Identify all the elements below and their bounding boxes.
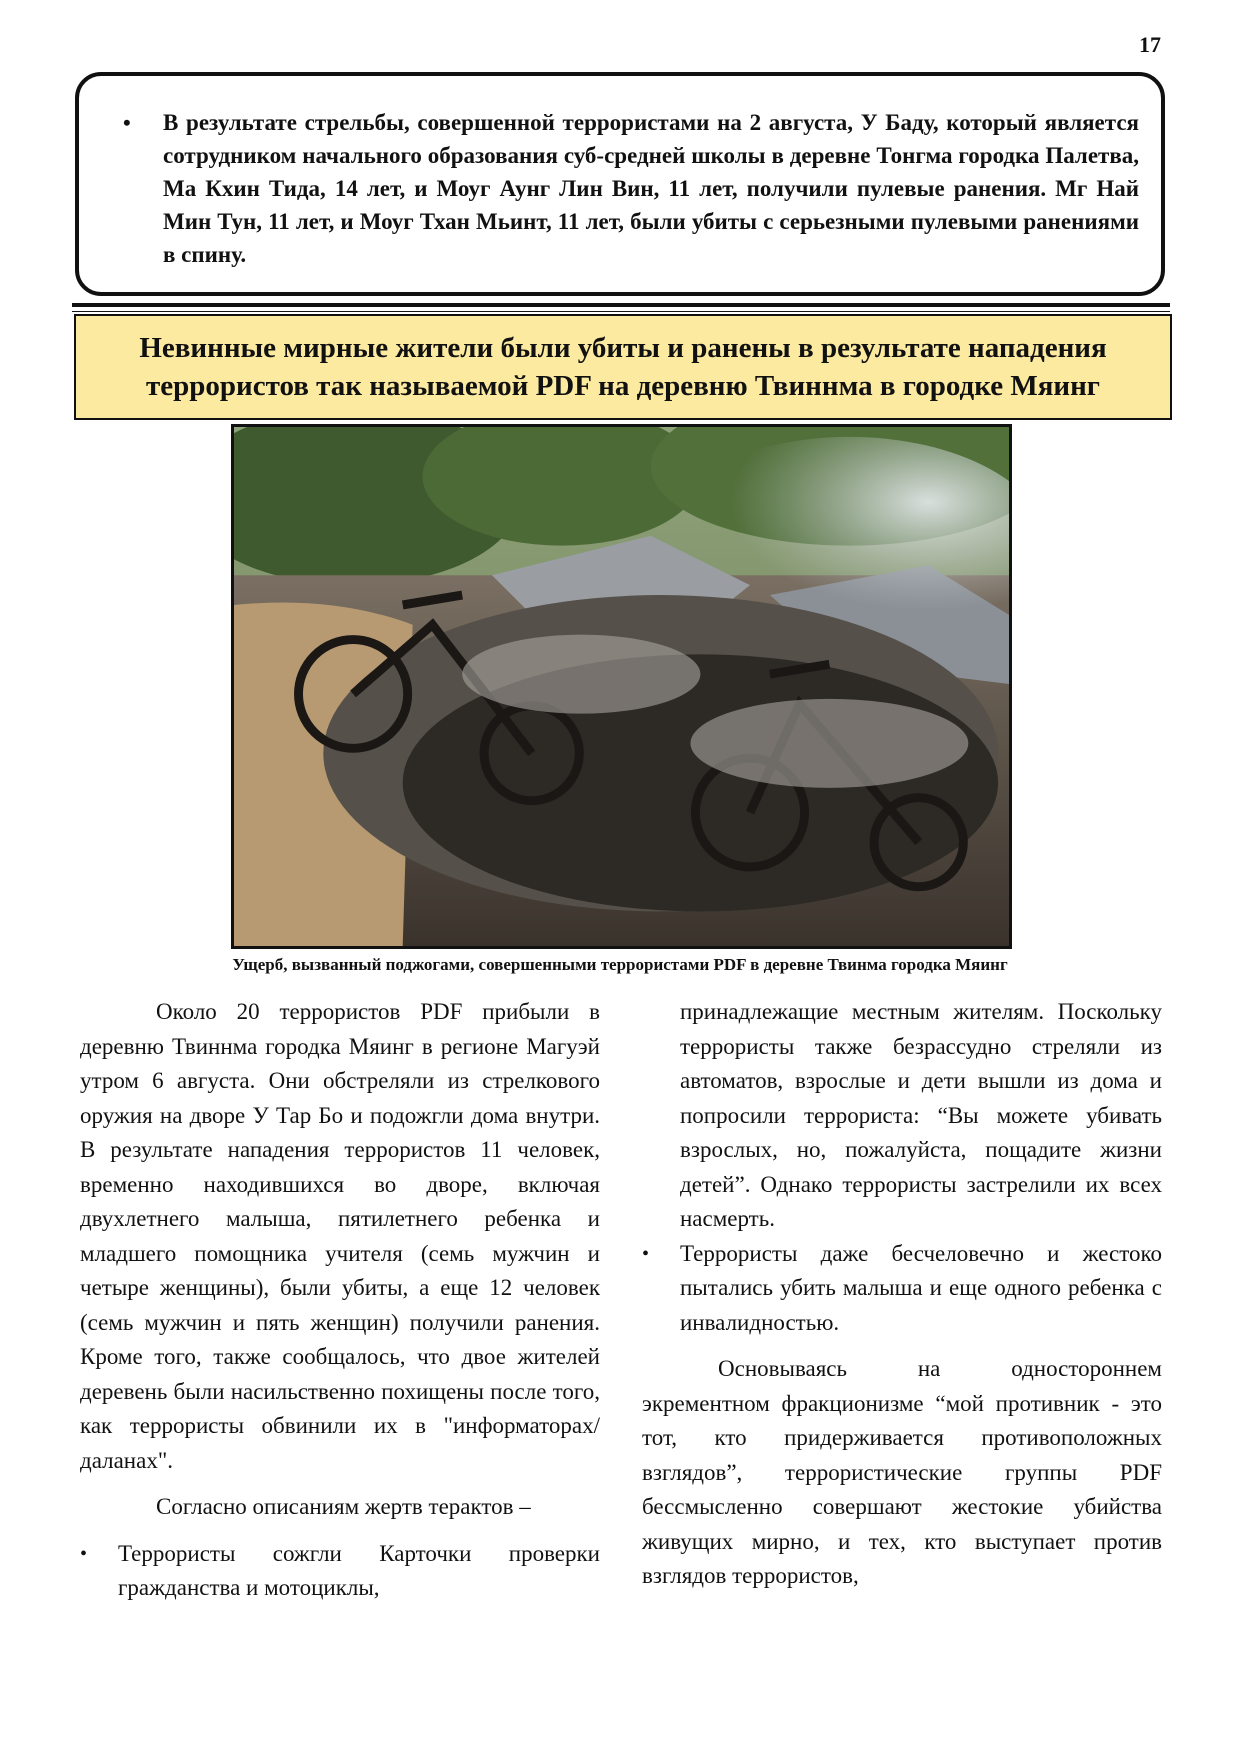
bullet-icon: • [123,110,131,135]
right-column [642,995,1162,1594]
divider-thin [72,311,1170,312]
bulletin-box [75,72,1165,296]
page-number: 17 [1139,32,1161,57]
paragraph: Около 20 террористов PDF прибыли в деревню Твиннма городка Мяинг в регионе Магуэй утром 6 августа. Они обстреляли из стрелкового оружия на дворе У Тар Бо и подожгли дома внутри. В результате нападения террористов 11 человек, временно находившихся во дворе, включая двухлетнего малыша, пятилетнего ребенка и младшего помощника учителя (семь мужчин и четыре женщины), были убиты, а еще 12 человек (семь мужчин и пять женщин) получили ранения. Кроме того, также сообщалось, что двое жителей деревень были насильственно похищены после того, как террористы обвинили их в "информаторах/даланах". [80,999,600,1473]
photo-caption: Ущерб, вызванный поджогами, совершенными террористами PDF в деревне Твинма городка Мяинг [232,955,1008,974]
article-headline: Невинные мирные жители были убиты и ранены в результате нападения террористов так называемой PDF на деревню Твиннма в городке Мяинг [139,332,1107,402]
bulletin-text: В результате стрельбы, совершенной террористами на 2 августа, У Баду, который является сотрудником начального образования суб-средней школы в деревне Тонгма городка Палетва, Ма Кхин Тида, 14 лет, и Моуг Аунг Лин Вин, 11 лет, получили пулевые ранения. Мг Най Мин Тун, 11 лет, и Моуг Тхан Мьинт, 11 лет, были убиты с серьезными пулевыми ранениями в спину. [163,110,1139,267]
bulletin-list [123,106,1139,271]
list-item-text: Террористы даже бесчеловечно и жестоко пытались убить малыша и еще одного ребенка с инвалидностью. [680,1240,1162,1335]
photo-illustration [234,427,1009,946]
list-item-text: Террористы сожгли Карточки проверки гражданства и мотоциклы, [118,1540,600,1600]
bullet-icon: • [642,1242,650,1265]
list-item [642,1237,1162,1341]
divider-thick [72,303,1170,307]
paragraph: Основываясь на одностороннем экрементном фракционизме “мой противник - это тот, кто придерживается противоположных взглядов”, террористические группы PDF бессмысленно совершают жестокие убийства живущих мирно, и тех, кто выступает против взглядов террористов, [642,1356,1162,1588]
list-item-continued: принадлежащие местным жителям. Поскольку террористы также безрассудно стреляли из автоматов, взрослые и дети вышли из дома и попросили террориста: “Вы можете убивать взрослых, но, пожалуйста, пощадите жизни детей”. Однако террористы застрелили их всех насмерть. [680,999,1162,1231]
burned-motorcycles-photo [231,424,1012,949]
bullet-icon: • [80,1542,88,1565]
list-item [80,1537,600,1606]
paragraph: Согласно описаниям жертв терактов – [156,1494,531,1519]
left-column [80,995,600,1606]
bulletin-item [123,106,1139,271]
article-headline-box [74,314,1172,420]
